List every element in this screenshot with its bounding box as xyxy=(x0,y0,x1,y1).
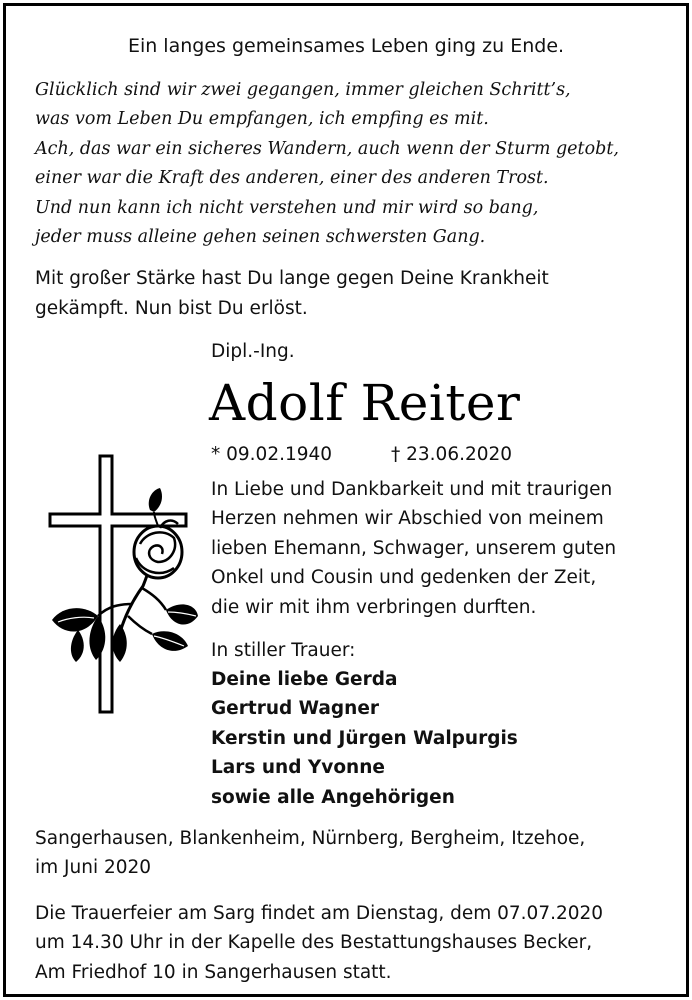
life-dates xyxy=(211,442,631,468)
poem-line: Ach, das war ein sicheres Wandern, auch wenn der Sturm getobt, xyxy=(35,138,619,159)
poem-line: jeder muss alleine gehen seinen schwersten Gang. xyxy=(35,227,486,248)
poem-line: was vom Leben Du empfangen, ich empfing es mit. xyxy=(35,109,489,130)
ceremony-line: Die Trauerfeier am Sarg findet am Dienstag, dem 07.07.2020 xyxy=(35,903,604,924)
cross-with-rose-icon xyxy=(48,454,198,716)
obituary-notice xyxy=(3,3,689,997)
ceremony-line: Am Friedhof 10 in Sangerhausen statt. xyxy=(35,961,392,983)
academic-title: Dipl.-Ing. xyxy=(211,341,295,362)
intro-line: Mit großer Stärke hast Du lange gegen Deine Krankheit xyxy=(35,268,549,289)
family-member: sowie alle Angehörigen xyxy=(211,786,455,808)
farewell-line: Herzen nehmen wir Abschied von meinem xyxy=(211,508,604,530)
family-member: Gertrud Wagner xyxy=(211,698,379,720)
places-line: Sangerhausen, Blankenheim, Nürnberg, Bergheim, Itzehoe, xyxy=(35,828,586,849)
places-line: im Juni 2020 xyxy=(35,857,152,879)
poem xyxy=(35,76,675,252)
poem-line: Und nun kann ich nicht verstehen und mir wird so bang, xyxy=(35,197,539,218)
birth-date: * 09.02.1940 xyxy=(211,444,333,465)
farewell-line: die wir mit ihm verbringen durften. xyxy=(211,596,537,618)
deceased-name: Adolf Reiter xyxy=(209,374,521,432)
poem-line: Glücklich sind wir zwei gegangen, immer gleichen Schritt’s, xyxy=(35,80,571,100)
intro-text xyxy=(35,264,675,324)
family-member: Kerstin und Jürgen Walpurgis xyxy=(211,727,518,749)
farewell-text xyxy=(211,475,681,622)
ceremony-info xyxy=(35,899,675,987)
farewell-line: Onkel und Cousin und gedenken der Zeit, xyxy=(211,567,597,589)
family-member: Lars und Yvonne xyxy=(211,757,385,779)
farewell-line: In Liebe und Dankbarkeit und mit traurigen xyxy=(211,479,613,500)
places-and-date xyxy=(35,824,675,883)
mourning-label: In stiller Trauer: xyxy=(211,640,356,661)
poem-line: einer war die Kraft des anderen, einer des anderen Trost. xyxy=(35,168,549,189)
ceremony-line: um 14.30 Uhr in der Kapelle des Bestattungshauses Becker, xyxy=(35,932,593,954)
family-list xyxy=(211,665,681,812)
farewell-line: lieben Ehemann, Schwager, unserem guten xyxy=(211,537,617,559)
family-member: Deine liebe Gerda xyxy=(211,669,398,690)
intro-line: gekämpft. Nun bist Du erlöst. xyxy=(35,298,308,319)
headline: Ein langes gemeinsames Leben ging zu Ende. xyxy=(127,35,565,57)
death-date: † 23.06.2020 xyxy=(391,444,513,465)
